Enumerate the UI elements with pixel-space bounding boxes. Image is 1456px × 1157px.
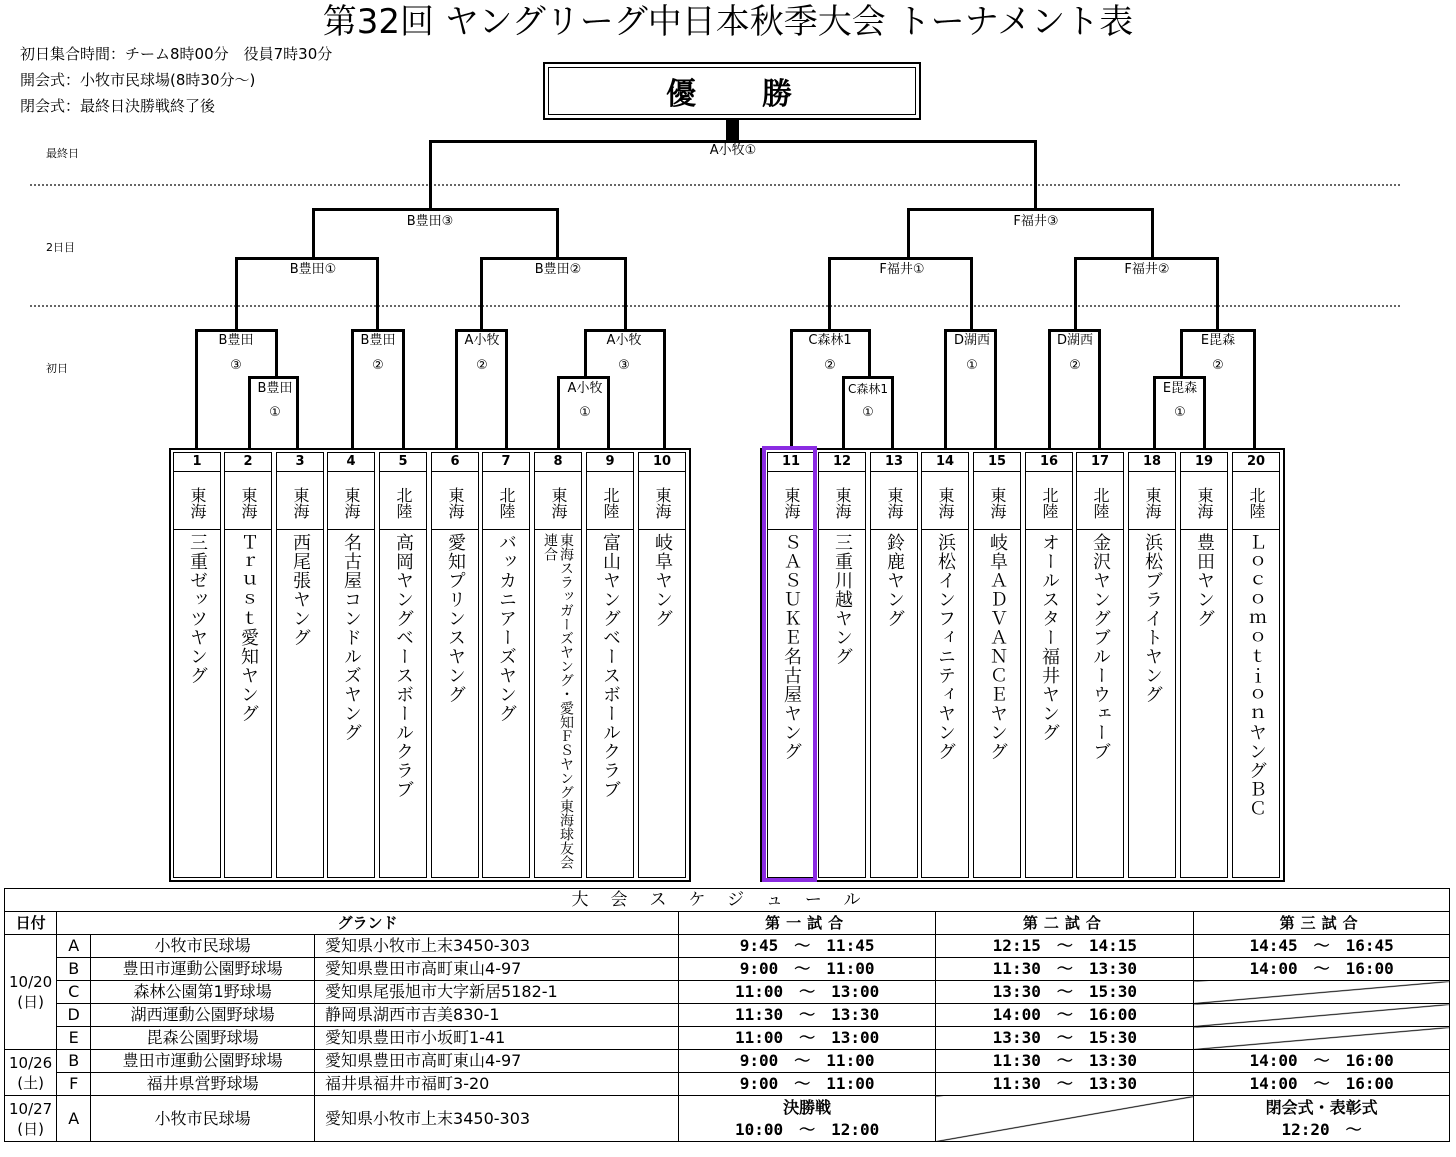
header-game3: 第三試合 [1194,912,1450,935]
team-number: 14 [922,453,968,472]
game3-time: 14:45 ～ 16:45 [1194,935,1450,958]
team-name: 名古屋コンドルズヤング [341,533,362,742]
bracket-line [455,329,458,450]
team-name: 高岡ヤングベースボールクラブ [393,533,414,799]
game2-time: 13:30 ～ 15:30 [936,981,1194,1004]
date-cell [5,1050,57,1096]
match-label-r1-num: ① [862,405,874,420]
match-label-r1: A小牧 [464,333,500,348]
team-region: 東海 [974,472,1020,530]
empty-slot [1194,981,1450,1004]
champion-box [543,62,921,120]
team-column [586,452,634,878]
ground-code: D [57,1004,91,1027]
team-region: 東海 [432,472,478,530]
info-line-closing: 閉会式：最終日決勝戦終了後 [20,97,216,115]
team-region: 東海 [328,472,374,530]
match-label-r1: A小牧 [606,333,642,348]
ground-address: 愛知県小牧市上末3450-303 [315,935,679,958]
team-name: 東海スラッガーズヤング・愛知ＦＳヤング東海球友会 連合 [542,533,574,883]
bracket-line [907,208,910,259]
match-label-r1-num: ② [1069,358,1081,373]
empty-slot [936,1096,1194,1142]
match-label-r1-num: ② [824,358,836,373]
header-ground: グランド [57,912,679,935]
team-column [327,452,375,878]
bracket-line [970,257,973,331]
ground-name: 豊田市運動公園野球場 [91,958,315,981]
match-label-r1: A小牧 [567,381,603,396]
team-number: 11 [768,453,814,472]
game1-time: 9:00 ～ 11:00 [678,958,936,981]
bracket-line [195,329,198,450]
team-column [1180,452,1228,878]
team-column [173,452,221,878]
ground-code: B [57,958,91,981]
match-label-r1: E毘森 [1200,333,1236,348]
game2-time: 11:30 ～ 13:30 [936,1050,1194,1073]
ground-address: 静岡県湖西市吉美830-1 [315,1004,679,1027]
ground-name: 毘森公園野球場 [91,1027,315,1050]
team-number: 3 [277,453,323,472]
final-game-label: 決勝戦 [783,1097,832,1117]
bracket-line [584,329,587,377]
team-region: 北陸 [1233,472,1279,530]
team-name: ＬｏｃｏｍｏｔｉｏｎヤングＢＣ [1246,533,1267,818]
bracket-line [505,329,508,450]
team-name: 愛知プリンスヤング [445,533,466,704]
match-label-r1: C森林1 [808,333,852,348]
bracket-line [842,376,845,450]
match-label-r1: B豊田 [257,381,293,396]
team-column [379,452,427,878]
match-label-r1: D湖西 [953,333,991,348]
team-column [1232,452,1280,878]
match-label-final: A小牧① [709,143,757,158]
ground-name: 湖西運動公園野球場 [91,1004,315,1027]
bracket-line [842,376,893,379]
empty-slot [1194,1027,1450,1050]
schedule-title: 大会スケジュール [5,889,1450,912]
day-label-final: 最終日 [46,147,79,160]
team-region: 東海 [1181,472,1227,530]
game2-time: 11:30 ～ 13:30 [936,958,1194,981]
bracket-line [790,329,870,332]
bracket-line [1153,376,1156,450]
bracket-line [248,376,298,379]
game1-time: 11:00 ～ 13:00 [678,1027,936,1050]
bracket-line [1074,257,1218,260]
team-column [482,452,530,878]
team-number: 20 [1233,453,1279,472]
team-column [1128,452,1176,878]
ground-address: 愛知県尾張旭市大字新居5182-1 [315,981,679,1004]
team-region: 東海 [922,472,968,530]
match-label-r1-num: ① [966,358,978,373]
match-label-q4: F福井② [1124,262,1170,277]
bracket-line [312,208,315,259]
team-region: 北陸 [483,472,529,530]
champion-stem [726,120,739,142]
match-label-r1: D湖西 [1056,333,1094,348]
bracket-line [891,376,894,450]
selected-team-highlight [762,446,817,882]
game2-time: 11:30 ～ 13:30 [936,1073,1194,1096]
bracket-line [556,208,559,259]
team-number: 12 [819,453,865,472]
team-name: 金沢ヤングブルーウェーブ [1090,533,1111,761]
bracket-line [275,329,278,377]
team-column [534,452,582,883]
bracket-line [624,257,627,331]
ground-address: 愛知県豊田市高町東山4-97 [315,1050,679,1073]
header-date: 日付 [5,912,57,935]
team-name: 鈴鹿ヤング [884,533,905,628]
bracket-line [790,329,793,450]
empty-slot [1194,1004,1450,1027]
team-name: バッカニアーズヤング [496,533,517,723]
match-label-r1: B豊田 [218,333,254,348]
match-label-r1-num: ③ [618,358,630,373]
info-line-assembly: 初日集合時間：チーム8時00分 役員7時30分 [20,45,333,63]
day-label-day1: 初日 [46,362,68,375]
game3-time: 14:00 ～ 16:00 [1194,1050,1450,1073]
bracket-line [455,329,507,332]
game2-time: 13:30 ～ 15:30 [936,1027,1194,1050]
team-region: 東海 [819,472,865,530]
bracket-line [402,329,405,450]
team-number: 5 [380,453,426,472]
bracket-line [907,208,1154,211]
day-label-day2: 2日目 [46,241,75,254]
team-region: 北陸 [380,472,426,530]
match-label-r1: C森林1 [847,382,889,396]
date-text: 10/20 [9,973,53,991]
ground-name: 森林公園第1野球場 [91,981,315,1004]
team-number: 15 [974,453,1020,472]
team-name: 豊田ヤング [1194,533,1215,628]
ground-name: 小牧市民球場 [91,1096,315,1142]
match-label-semi-left: B豊田③ [406,214,454,229]
team-region: 北陸 [1026,472,1072,530]
team-name: オールスター福井ヤング [1039,533,1060,742]
bracket-line [480,257,626,260]
bracket-line [1151,208,1154,259]
team-region: 北陸 [1077,472,1123,530]
bracket-line [944,329,947,450]
date-text: 10/27 [9,1099,53,1118]
team-name: 三重ゼッツヤング [187,533,208,685]
ground-address: 愛知県豊田市高町東山4-97 [315,958,679,981]
team-number: 19 [1181,453,1227,472]
day-text: (日) [17,993,44,1011]
game3-time: 14:00 ～ 16:00 [1194,958,1450,981]
ground-code: A [57,935,91,958]
team-name: 浜松インフィニティヤング [935,533,956,761]
ground-code: A [57,1096,91,1142]
bracket-line [195,329,277,332]
team-number: 16 [1026,453,1072,472]
bracket-line [828,257,972,260]
bracket-line [1048,329,1051,450]
ground-code: C [57,981,91,1004]
match-label-r1-num: ① [269,405,281,420]
game2-time: 12:15 ～ 14:15 [936,935,1194,958]
game1-time: 9:00 ～ 11:00 [678,1073,936,1096]
team-region: 東海 [1129,472,1175,530]
team-region: 東海 [639,472,685,530]
ground-address: 福井県福井市福町3-20 [315,1073,679,1096]
bracket-line [557,376,560,450]
ground-address: 愛知県小牧市上末3450-303 [315,1096,679,1142]
match-label-r1-num: ① [1174,405,1186,420]
final-game-cell [678,1096,936,1142]
team-column [431,452,479,878]
bracket-line [1180,329,1256,332]
bracket-line [351,329,354,450]
ground-code: B [57,1050,91,1073]
ground-address: 愛知県豊田市小坂町1-41 [315,1027,679,1050]
match-label-r1-num: ① [579,405,591,420]
match-label-r1-num: ② [476,358,488,373]
game2-time: 14:00 ～ 16:00 [936,1004,1194,1027]
bracket-line [312,208,558,211]
team-number: 2 [225,453,271,472]
team-name: ＳＡＳＵＫＥ名古屋ヤング [781,533,802,761]
match-label-r1-num: ② [1212,358,1224,373]
ground-name: 小牧市民球場 [91,935,315,958]
date-cell [5,935,57,1050]
day-text: (日) [17,1119,44,1138]
team-number: 6 [432,453,478,472]
team-region: 東海 [225,472,271,530]
bracket-line [235,257,238,331]
bracket-line [1180,329,1183,377]
ground-name: 福井県営野球場 [91,1073,315,1096]
closing-ceremony-time: 12:20 ～ [1281,1119,1362,1139]
date-text: 10/26 [9,1053,53,1072]
team-name: 岐阜ＡＤＶＡＮＣＥヤング [987,533,1008,761]
team-column [638,452,686,878]
team-column [1076,452,1124,878]
bracket-line [1216,257,1219,331]
game1-time: 11:30 ～ 13:30 [678,1004,936,1027]
match-label-q2: B豊田② [534,262,582,277]
team-number: 4 [328,453,374,472]
bracket-line [994,329,997,450]
bracket-line [296,376,299,450]
bracket-line [1253,329,1256,450]
ground-name: 豊田市運動公園野球場 [91,1050,315,1073]
team-region: 東海 [535,472,581,530]
team-column [224,452,272,878]
team-column [870,452,918,878]
team-name: 浜松ブライトヤング [1142,533,1163,704]
team-column [921,452,969,878]
ground-code: E [57,1027,91,1050]
ground-code: F [57,1073,91,1096]
bracket-line [480,257,483,331]
team-column [1025,452,1073,878]
bracket-line [828,257,831,331]
team-number: 7 [483,453,529,472]
bracket-line [376,257,379,331]
team-region: 東海 [871,472,917,530]
team-region: 東海 [768,472,814,530]
bracket-line [868,329,871,377]
schedule-table [4,888,1450,1142]
bracket-line [557,376,609,379]
team-region: 東海 [174,472,220,530]
date-cell [5,1096,57,1142]
team-region: 東海 [277,472,323,530]
page-title: 第32回 ヤングリーグ中日本秋季大会 トーナメント表 [322,2,1134,42]
match-label-r1-num: ② [372,358,384,373]
team-number: 10 [639,453,685,472]
champion-char-2: 勝 [762,77,798,112]
team-column [973,452,1021,878]
match-label-r1: E毘森 [1162,381,1198,396]
team-number: 13 [871,453,917,472]
team-number: 17 [1077,453,1123,472]
bracket-line [607,376,610,450]
bracket-line [248,376,251,450]
match-label-q1: B豊田① [289,262,337,277]
info-line-opening: 開会式：小牧市民球場(8時30分～) [20,71,256,89]
bracket-line [235,257,378,260]
bracket-line [944,329,996,332]
bracket-line [1203,376,1206,450]
team-number: 9 [587,453,633,472]
game3-time: 14:00 ～ 16:00 [1194,1073,1450,1096]
header-game2: 第二試合 [936,912,1194,935]
final-game-time: 10:00 ～ 12:00 [734,1119,880,1139]
team-name: 三重川越ヤング [832,533,853,666]
closing-ceremony-cell [1194,1096,1450,1142]
day-text: (土) [17,1073,44,1092]
closing-ceremony-label: 閉会式・表彰式 [1265,1097,1378,1117]
bracket-line [1034,140,1037,210]
match-label-r1-num: ③ [230,358,242,373]
header-game1: 第一試合 [678,912,936,935]
bracket-line [1048,329,1100,332]
team-number: 8 [535,453,581,472]
bracket-line [584,329,666,332]
team-column [276,452,324,878]
game1-time: 9:45 ～ 11:45 [678,935,936,958]
team-name: 西尾張ヤング [290,533,311,647]
bracket-line [1074,257,1077,331]
match-label-semi-right: F福井③ [1013,214,1059,229]
bracket-line [351,329,404,332]
match-label-r1: B豊田 [360,333,396,348]
game1-time: 11:00 ～ 13:00 [678,981,936,1004]
team-number: 18 [1129,453,1175,472]
bracket-line [1098,329,1101,450]
bracket-line [429,140,432,210]
bracket-line [663,329,666,450]
team-name: Ｔｒｕｓｔ愛知ヤング [238,533,259,723]
divider-dotted [30,184,1400,186]
team-name: 岐阜ヤング [652,533,673,628]
game1-time: 9:00 ～ 11:00 [678,1050,936,1073]
team-region: 北陸 [587,472,633,530]
bracket-line [1153,376,1205,379]
match-label-q3: F福井① [879,262,925,277]
team-column [818,452,866,878]
champion-char-1: 優 [666,77,702,112]
team-number: 1 [174,453,220,472]
team-name: 富山ヤングベースボールクラブ [600,533,621,799]
